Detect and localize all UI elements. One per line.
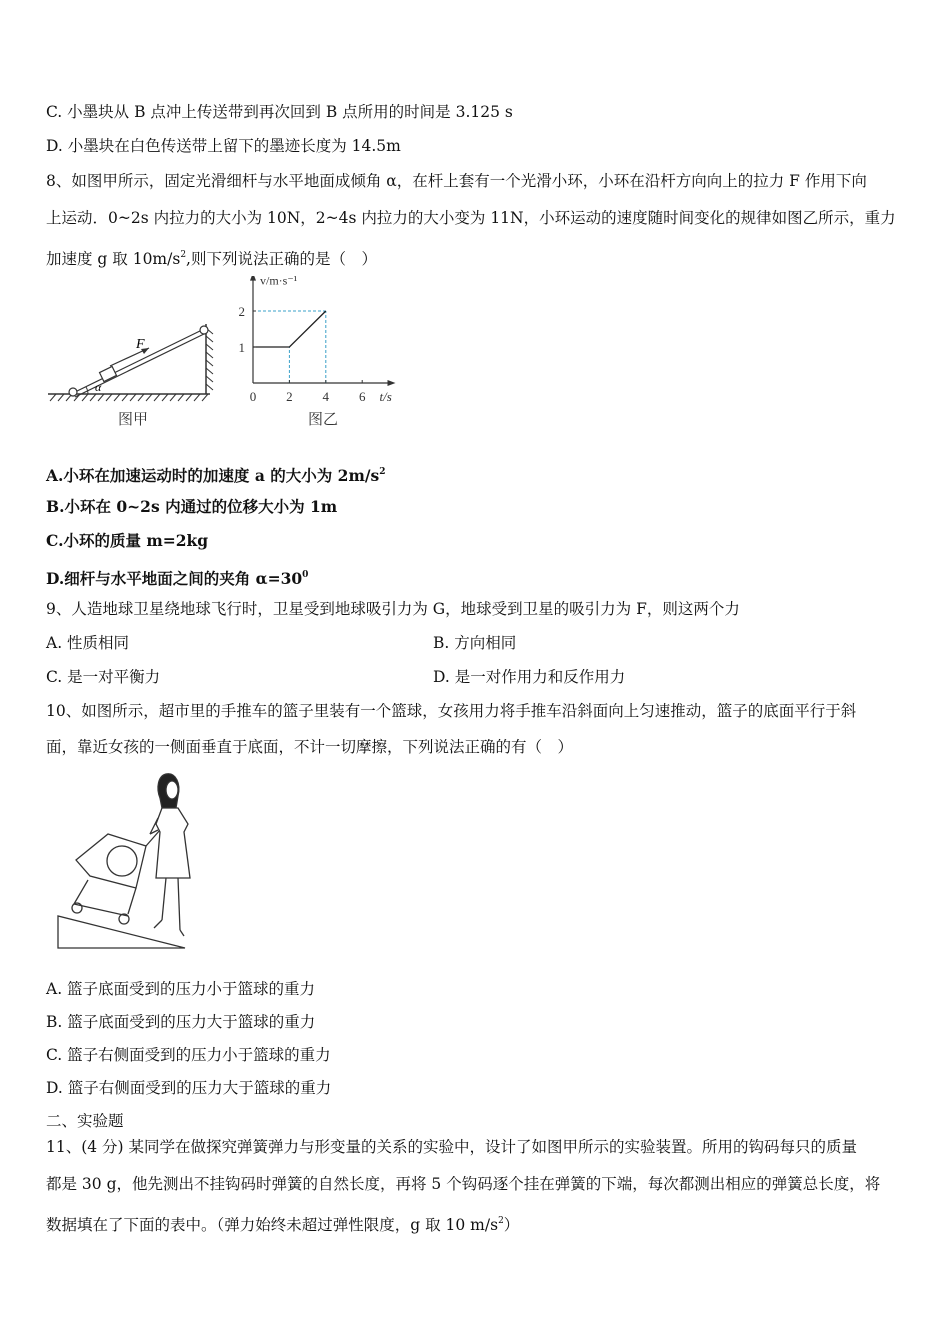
q11-stem-line2: 都是 30 g，他先测出不挂钩码时弹簧的自然长度，再将 5 个钩码逐个挂在弹簧的下端，每次都测出相应的弹簧总长度，将 bbox=[46, 1175, 881, 1193]
x-axis-label: t/s bbox=[379, 389, 392, 404]
wall-hatch bbox=[206, 328, 213, 390]
figure-caption-jia: 图甲 bbox=[118, 410, 149, 428]
q9-stem: 9、人造地球卫星绕地球飞行时，卫星受到地球吸引力为 G，地球受到卫星的吸引力为 F，则这两个力 bbox=[46, 600, 740, 618]
x-tick-label-6: 6 bbox=[358, 389, 366, 404]
x-axis-arrow bbox=[388, 380, 396, 386]
y-tick-label-2: 2 bbox=[238, 304, 245, 319]
q9-option-a: A. 性质相同 bbox=[46, 634, 130, 652]
incline-slope bbox=[58, 916, 185, 948]
q8-option-a: A.小环在加速运动时的加速度 a 的大小为 $2m/s^2$ bbox=[46, 466, 386, 485]
section-heading: 二、实验题 bbox=[46, 1112, 124, 1130]
figure-vt-graph bbox=[232, 276, 412, 411]
q9-option-d: D. 是一对作用力和反作用力 bbox=[433, 668, 626, 686]
q8-option-b: B.小环在 0~2s 内通过的位移大小为 1m bbox=[46, 497, 338, 516]
q10-stem-line2: 面，靠近女孩的一侧面垂直于底面，不计一切摩擦，下列说法正确的有（ ） bbox=[46, 738, 574, 756]
velocity-line bbox=[253, 311, 326, 347]
x-tick-label-0: 0 bbox=[249, 389, 257, 404]
q10-option-c: C. 篮子右侧面受到的压力小于篮球的重力 bbox=[46, 1046, 331, 1064]
q9-option-c: C. 是一对平衡力 bbox=[46, 668, 161, 686]
q11-stem-line1: 11、(4 分) 某同学在做探究弹簧弹力与形变量的关系的实验中，设计了如图甲所示的实验装置。所用的钩码每只的质量 bbox=[46, 1138, 858, 1156]
y-axis-label: v/m·s⁻¹ bbox=[260, 276, 298, 288]
figure-incline-rod bbox=[44, 318, 219, 406]
x-tick-label-4: 4 bbox=[322, 389, 330, 404]
cart bbox=[72, 830, 160, 924]
angle-label: α bbox=[95, 380, 102, 394]
q7-option-d: D. 小墨块在白色传送带上留下的墨迹长度为 14.5m bbox=[46, 137, 401, 155]
angle-arc bbox=[86, 387, 88, 394]
q8-stem-line3: 加速度 g 取 $10m/s^2$,则下列说法正确的是（ ） bbox=[46, 250, 377, 268]
rod-pivot-top bbox=[200, 326, 208, 334]
q10-option-a: A. 篮子底面受到的压力小于篮球的重力 bbox=[46, 980, 316, 998]
girl-figure bbox=[150, 774, 190, 936]
q8-option-c: C.小环的质量 m=2kg bbox=[46, 531, 209, 550]
q7-option-c: C. 小墨块从 B 点冲上传送带到再次回到 B 点所用的时间是 3.125 s bbox=[46, 103, 513, 121]
force-label: F bbox=[136, 337, 145, 352]
q8-stem-line2: 上运动．0~2s 内拉力的大小为 10N，2~4s 内拉力的大小变为 11N，小环运动的速度随时间变化的规律如图乙所示，重力 bbox=[46, 209, 896, 227]
q11-stem-line3: 数据填在了下面的表中。（弹力始终未超过弹性限度，g 取 10 $m/s^2$） bbox=[46, 1216, 520, 1234]
q9-option-b: B. 方向相同 bbox=[433, 634, 517, 652]
rod-pivot-bottom bbox=[69, 388, 77, 396]
y-tick-label-1: 1 bbox=[238, 340, 245, 355]
x-tick-label-2: 2 bbox=[286, 389, 293, 404]
figure-caption-yi: 图乙 bbox=[308, 410, 339, 428]
q10-stem-line1: 10、如图所示，超市里的手推车的篮子里装有一个篮球，女孩用力将手推车沿斜面向上匀速推动，篮子的底面平行于斜 bbox=[46, 702, 857, 720]
basketball bbox=[107, 846, 137, 876]
y-axis-arrow bbox=[250, 276, 256, 281]
q10-option-b: B. 篮子底面受到的压力大于篮球的重力 bbox=[46, 1013, 316, 1031]
q10-option-d: D. 篮子右侧面受到的压力大于篮球的重力 bbox=[46, 1079, 332, 1097]
figure-shopping-cart bbox=[50, 768, 200, 950]
q8-option-d: D.细杆与水平地面之间的夹角 $\alpha=30^0$ bbox=[46, 569, 309, 588]
q8-stem-line1: 8、如图甲所示，固定光滑细杆与水平地面成倾角 α，在杆上套有一个光滑小环，小环在沿杆方向向上的拉力 F 作用下向 bbox=[46, 172, 867, 190]
